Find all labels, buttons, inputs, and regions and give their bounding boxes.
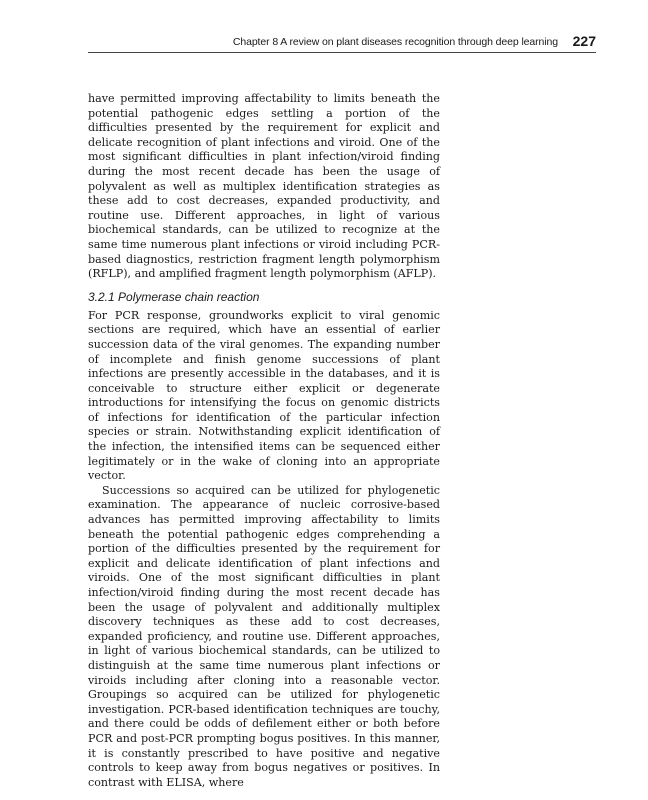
chapter-title: Chapter 8 A review on plant diseases recognition through deep learning xyxy=(232,36,558,48)
body-paragraph: Successions so acquired can be utilized for phylogenetic examination. The appearance of nucleic corrosive-based advances has permitted improving affectability to limits beneath the potential pathogenic edges comprehending a portion of the difficulties presented by the requirement for explicit and delicate identification of plant infections and viroids. One of the most significant difficulties in plant infection/viroid finding during the most recent decade has been the usage of polyvalent and additionally multiplex discovery techniques as these add to cost decreases, expanded proficiency, and routine use. Different approaches, in light of various biochemical standards, can be utilized to distinguish at the same time numerous plant infections or viroids including after cloning into a reasonable vector. Groupings so acquired can be utilized for phylogenetic investigation. PCR-based identification techniques are touchy, and there could be odds of defilement either or both before PCR and post-PCR prompting bogus positives. In this manner, it is constantly prescribed to have positive and negative controls to keep away from bogus negatives or positives. In contrast with ELISA, where xyxy=(88,483,440,789)
page-number: 227 xyxy=(572,33,596,49)
main-text xyxy=(88,92,440,790)
body-paragraph: For PCR response, groundworks explicit to viral genomic sections are required, which have an essential of earlier succession data of the viral genomes. The expanding number of incomplete and finish genome successions of plant infections are presently accessible in the databases, and it is conceivable to structure either explicit or degenerate introductions for intensifying the focus on genomic districts of infections for identification of the particular infection species or strain. Notwithstanding explicit identification of the infection, the intensified items can be sequenced either legitimately or in the wake of cloning into an appropriate vector. xyxy=(88,308,440,483)
body-paragraph: have permitted improving affectability to limits beneath the potential pathogenic edges settling a portion of the difficulties presented by the requirement for explicit and delicate recognition of plant infections and viroid. One of the most significant difficulties in plant infection/viroid finding during the most recent decade has been the usage of polyvalent as well as multiplex identification strategies as these add to cost decreases, expanded productivity, and routine use. Different approaches, in light of various biochemical standards, can be utilized to recognize at the same time numerous plant infections or viroid including PCR-based diagnostics, restriction fragment length polymorphism (RFLP), and amplified fragment length polymorphism (AFLP). xyxy=(88,92,440,281)
running-header xyxy=(88,32,596,53)
section-heading: 3.2.1 Polymerase chain reaction xyxy=(88,289,260,304)
